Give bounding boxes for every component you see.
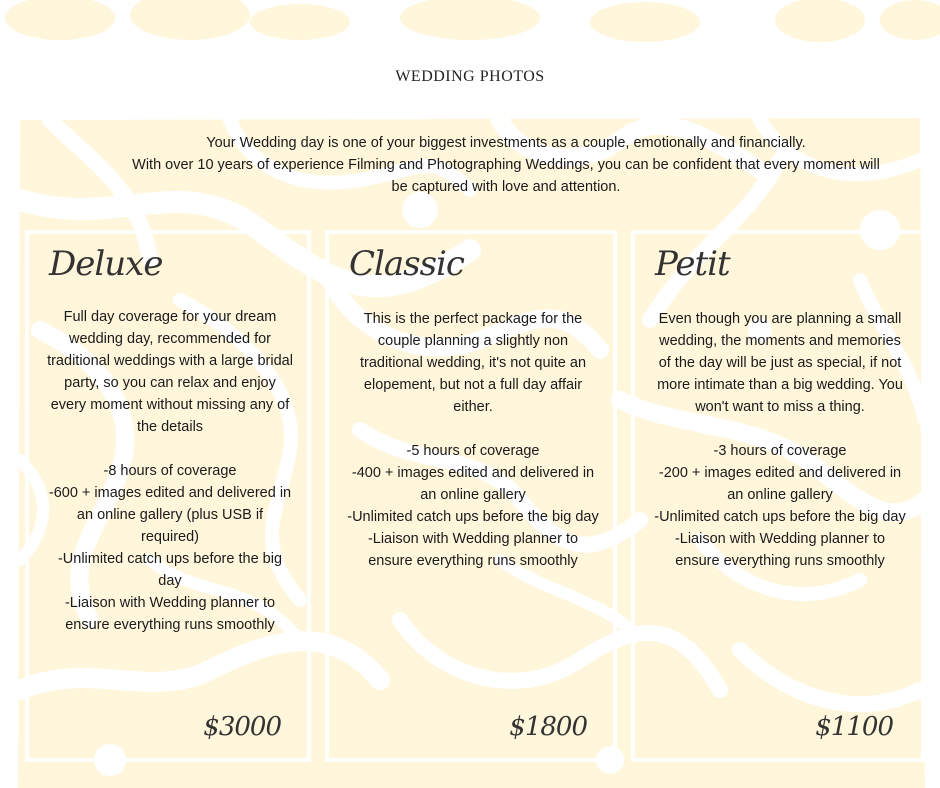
- package-description: Full day coverage for your dream wedding day, recommended for traditional weddings with a large bridal party, so you can relax and enjoy every moment without missing any of the details: [47, 309, 293, 435]
- package-feature: -3 hours of coverage: [713, 443, 847, 459]
- package-feature: -Unlimited catch ups before the big day: [57, 551, 283, 589]
- package-name: Classic: [349, 244, 464, 284]
- package-feature: -8 hours of coverage: [103, 463, 237, 479]
- package-name: Deluxe: [49, 244, 163, 284]
- package-feature: -Unlimited catch ups before the big day: [347, 509, 599, 525]
- package-name: Petit: [655, 244, 730, 284]
- intro-line-2: With over 10 years of experience Filming and Photographing Weddings, you can be confident that every moment will be captured with love and attention.: [132, 157, 880, 195]
- package-price: $3000: [203, 712, 281, 742]
- package-card-deluxe: [25, 230, 311, 762]
- intro-text: [125, 132, 887, 198]
- package-feature: -Liaison with Wedding planner to ensure everything runs smoothly: [674, 531, 886, 569]
- package-details: [347, 308, 599, 572]
- package-feature: -5 hours of coverage: [406, 443, 540, 459]
- page-title: WEDDING PHOTOS: [395, 68, 545, 85]
- package-description: This is the perfect package for the couple planning a slightly non traditional wedding, it's not quite an elopement, but not a full day affair either.: [359, 311, 587, 415]
- package-details: [47, 306, 293, 636]
- intro-line-1: Your Wedding day is one of your biggest investments as a couple, emotionally and financially.: [206, 135, 806, 151]
- package-feature: -400 + images edited and delivered in an online gallery: [351, 465, 595, 503]
- package-feature: -Liaison with Wedding planner to ensure everything runs smoothly: [367, 531, 579, 569]
- package-card-petit: [631, 230, 925, 762]
- package-feature: -Liaison with Wedding planner to ensure everything runs smoothly: [64, 595, 276, 633]
- package-price: $1100: [815, 712, 893, 742]
- package-details: [653, 308, 907, 572]
- package-feature: -600 + images edited and delivered in an online gallery (plus USB if required): [48, 485, 292, 545]
- package-feature: -200 + images edited and delivered in an online gallery: [658, 465, 902, 503]
- package-description: Even though you are planning a small wedding, the moments and memories of the day will be just as special, if not more intimate than a big wedding. You won't want to miss a thing.: [657, 311, 903, 415]
- package-price: $1800: [509, 712, 587, 742]
- package-feature: -Unlimited catch ups before the big day: [654, 509, 906, 525]
- package-card-classic: [325, 230, 617, 762]
